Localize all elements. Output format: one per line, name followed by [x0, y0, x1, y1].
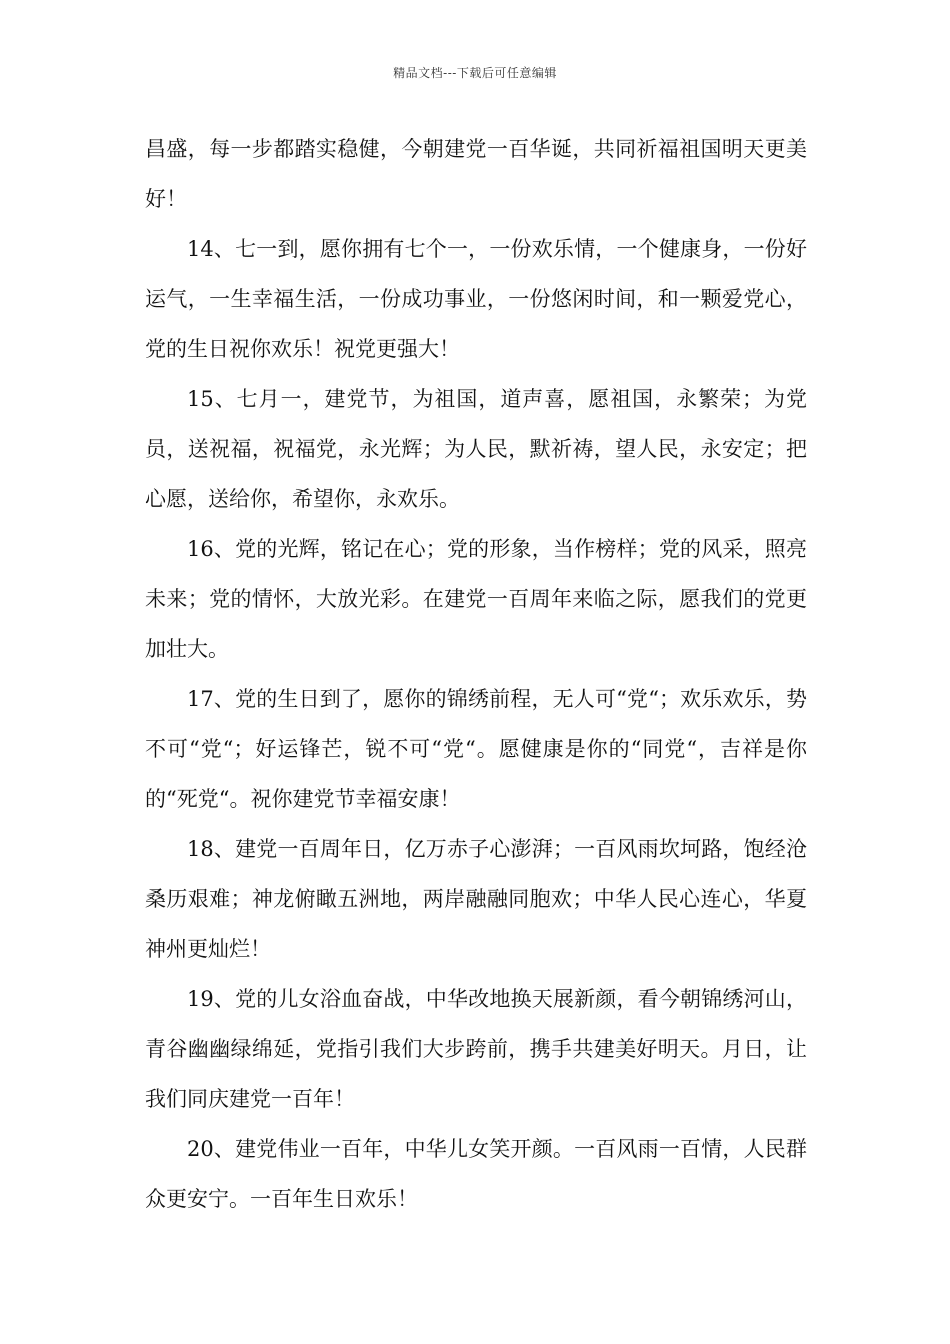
- paragraph-17: 17、党的生日到了，愿你的锦绣前程，无人可“党“；欢乐欢乐，势不可“党“；好运锋芒，锐不可“党“。愿健康是你的“同党“，吉祥是你的“死党“。祝你建党节幸福安康！: [145, 687, 807, 811]
- paragraph-16: 16、党的光辉，铭记在心；党的形象，当作榜样；党的风采，照亮未来；党的情怀，大放光彩。在建党一百周年来临之际，愿我们的党更加壮大。: [145, 537, 807, 661]
- paragraph-20: 20、建党伟业一百年，中华儿女笑开颜。一百风雨一百情，人民群众更安宁。一百年生日欢乐！: [145, 1137, 807, 1211]
- page-header: 精品文档---下载后可任意编辑: [393, 66, 557, 80]
- paragraph-18: 18、建党一百周年日，亿万赤子心澎湃；一百风雨坎坷路，饱经沧桑历艰难；神龙俯瞰五洲地，两岸融融同胞欢；中华人民心连心，华夏神州更灿烂！: [145, 837, 807, 961]
- paragraph-19: 19、党的儿女浴血奋战，中华改地换天展新颜，看今朝锦绣河山，青谷幽幽绿绵延，党指引我们大步跨前，携手共建美好明天。月日，让我们同庆建党一百年！: [145, 987, 807, 1111]
- paragraph-15: 15、七月一，建党节，为祖国，道声喜，愿祖国，永繁荣；为党员，送祝福，祝福党，永光辉；为人民，默祈祷，望人民，永安定；把心愿，送给你，希望你，永欢乐。: [145, 387, 807, 511]
- document-body: [145, 124, 807, 1224]
- paragraph-continuation: 昌盛，每一步都踏实稳健，今朝建党一百华诞，共同祈福祖国明天更美好！: [145, 137, 807, 211]
- paragraph-14: 14、七一到，愿你拥有七个一，一份欢乐情，一个健康身，一份好运气，一生幸福生活，一份成功事业，一份悠闲时间，和一颗爱党心，党的生日祝你欢乐！祝党更强大！: [145, 237, 807, 361]
